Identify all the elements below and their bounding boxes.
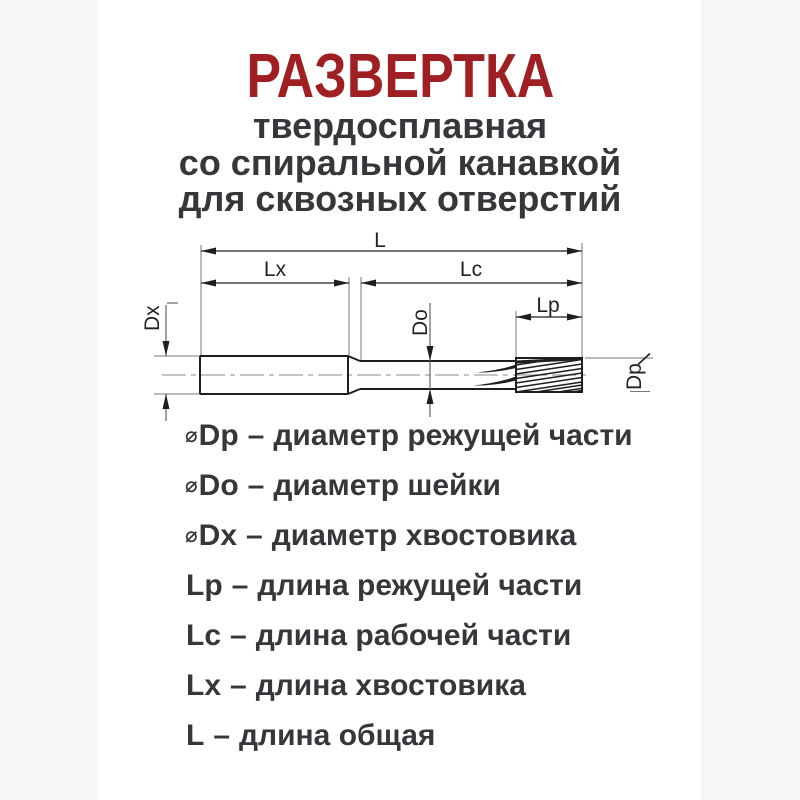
legend-item-Lp (185, 569, 705, 603)
diameter-symbol: ⌀ (185, 524, 198, 547)
label-Dp: Dp (623, 363, 646, 390)
legend-text: диаметр режущей части (273, 419, 633, 452)
legend-dash: – (230, 669, 247, 702)
diameter-symbol: ⌀ (185, 424, 198, 447)
extension-lines (154, 243, 653, 394)
label-Do: Do (409, 309, 432, 336)
label-Lp: Lp (536, 294, 560, 317)
legend-text: диаметр шейки (273, 469, 501, 502)
legend-dash: – (213, 719, 231, 752)
legend-label: Dx (198, 519, 238, 552)
legend-label: L (186, 719, 205, 752)
legend-dash: – (247, 419, 265, 452)
subtitle-line-3: для сквозных отверстий (178, 178, 622, 219)
legend-dash: – (247, 469, 265, 502)
page-title-text: РАЗВЕРТКА (245, 42, 554, 111)
diameter-symbol: ⌀ (185, 474, 198, 497)
label-Dx: Dx (141, 305, 164, 331)
legend-label: Do (198, 469, 239, 502)
legend-item-L (185, 719, 705, 753)
legend-label: Lp (186, 569, 223, 602)
legend-dash: – (246, 519, 263, 552)
dimension-lines (166, 251, 650, 421)
arrowheads (163, 248, 583, 410)
legend-item-Dx (185, 519, 705, 553)
legend-item-Lc (185, 619, 705, 653)
legend-text: длина рабочей части (255, 619, 572, 652)
subtitle-line-2: со спиральной канавкой (178, 141, 622, 183)
subtitle-line-1: твердосплавная (252, 105, 548, 146)
legend-text: длина хвостовика (255, 669, 526, 702)
legend-dash: – (230, 619, 247, 652)
legend-item-Dp (185, 419, 705, 453)
label-L: L (374, 229, 386, 252)
label-Lx: Lx (263, 258, 287, 281)
legend-text: длина режущей части (257, 569, 583, 602)
legend-label: Lx (186, 669, 222, 702)
legend-text: диаметр хвостовика (271, 519, 577, 552)
label-Lc: Lc (459, 258, 483, 281)
legend-item-Do (185, 469, 705, 503)
legend-label: Dp (198, 419, 239, 452)
legend-text: длина общая (239, 719, 436, 752)
legend-dash: – (231, 569, 249, 602)
legend-item-Lx (185, 669, 705, 703)
legend (185, 419, 705, 769)
legend-label: Lc (186, 619, 222, 652)
dim-slash-Dp (638, 354, 650, 365)
